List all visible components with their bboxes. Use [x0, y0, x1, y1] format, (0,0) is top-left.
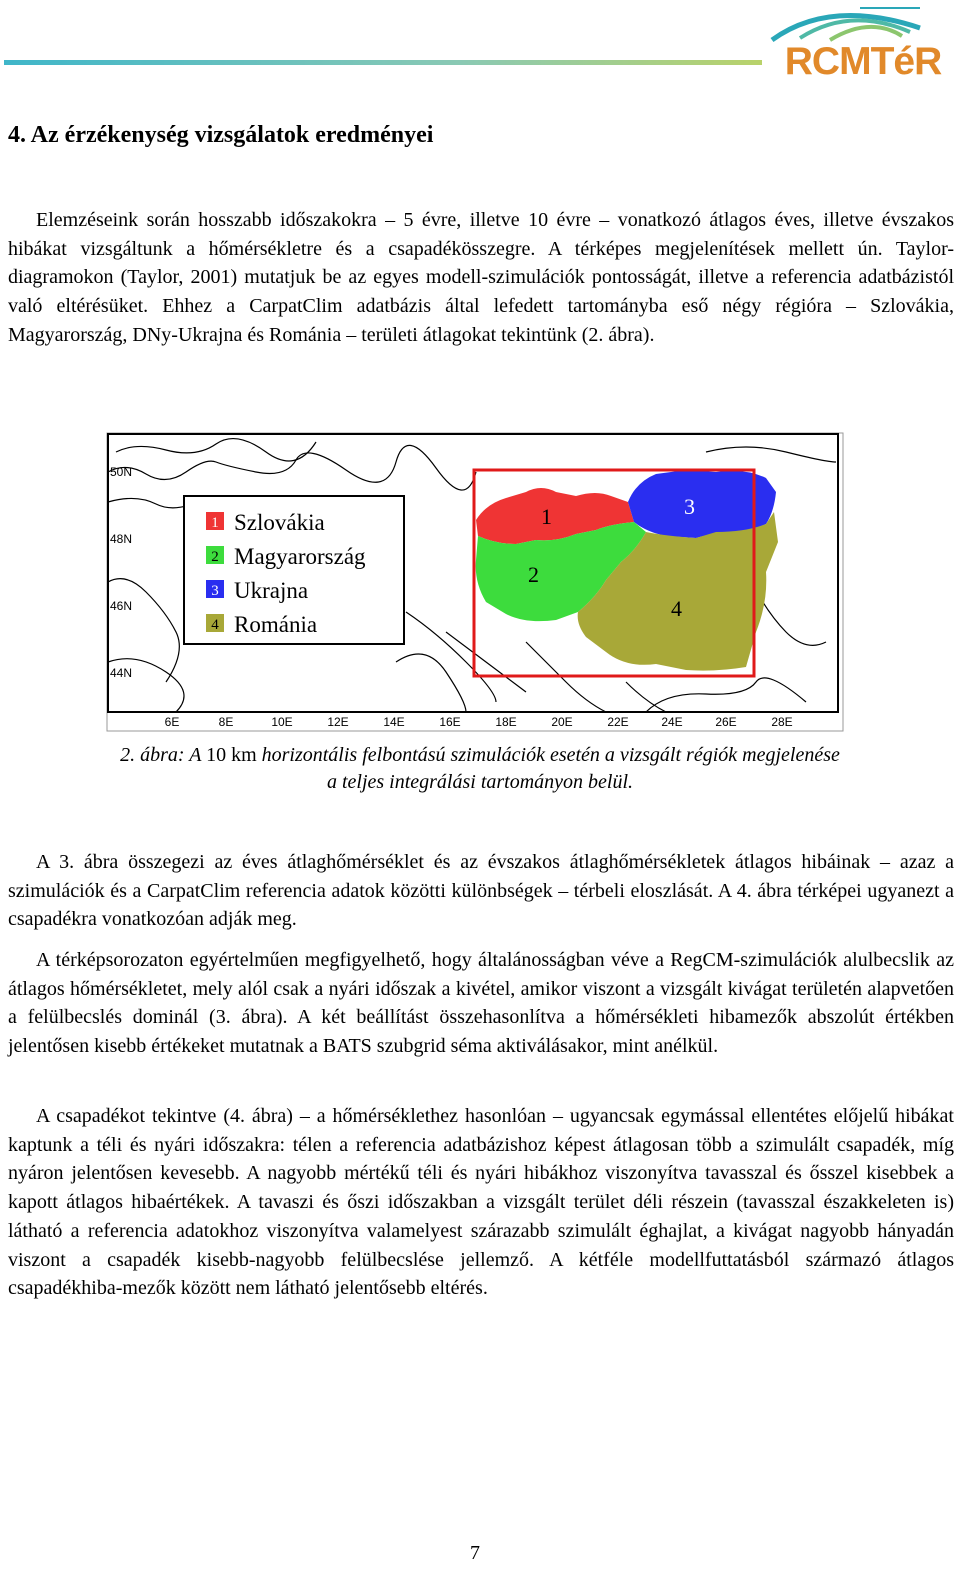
- lat-label-48n: 48N: [110, 532, 133, 546]
- legend-num-2: 2: [211, 549, 219, 565]
- legend-num-4: 4: [211, 617, 219, 633]
- legend-num-1: 1: [211, 515, 219, 531]
- lat-label-44n: 44N: [110, 666, 133, 680]
- legend-num-3: 3: [211, 583, 219, 599]
- lon-label-14e: 14E: [383, 715, 405, 729]
- lon-label-6e: 6E: [164, 715, 180, 729]
- lat-label-50n: 50N: [110, 465, 133, 479]
- logo-arc-icon: [770, 4, 956, 44]
- lon-label-28e: 28E: [771, 715, 793, 729]
- caption-prefix: 2. ábra: A: [120, 744, 207, 766]
- legend-label-1: Szlovákia: [234, 510, 325, 535]
- lon-label-10e: 10E: [271, 715, 293, 729]
- legend-label-3: Ukrajna: [234, 578, 309, 603]
- rcmter-logo: [770, 4, 956, 88]
- figure-caption: [100, 742, 860, 796]
- paragraph-4: A csapadékot tekintve (4. ábra) – a hőmérséklethez hasonlóan – ugyancsak egymással ellentétes előjelű hibákat kaptunk a téli és nyári időszakra: télen a referencia adatbázishoz képest átlagosan több a szimulált csapadék, míg nyáron jelentősen kevesebb. A nagyobb mértékű téli és nyári hibákhoz viszonyítva tavasszal és ősszel kisebbek a kapott átlagos hibaértékek. A tavaszi és őszi időszakban a vizsgált terület déli részein (tavasszal északkeleten is) látható a referencia adatokhoz viszonyítva valamelyest szárazabb szimulált éghajlat, a kivágat nagyobb hányadán viszont a csapadék kisebb-nagyobb felülbecslése jellemző. A kétféle modellfuttatásból származó átlagos csapadékhiba-mezők között nem látható jelentősebb eltérés.: [8, 1105, 954, 1300]
- lon-label-24e: 24E: [661, 715, 683, 729]
- paragraph-2: A 3. ábra összegezi az éves átlaghőmérséklet és az évszakos átlaghőmérsékletek átlagos hibáinak – azaz a szimulációk és a CarpatClim referencia adatok közötti különbségek – térbeli eloszlását. A 4. ábra térképei ugyanezt a csapadékra vonatkozóan adják meg.: [8, 851, 954, 931]
- logo-text: RCMTéR: [784, 40, 942, 83]
- lon-label-20e: 20E: [551, 715, 573, 729]
- header-line: [4, 60, 762, 65]
- page-number: 7: [470, 1542, 480, 1564]
- caption-rest: horizontális felbontású szimulációk esetén a vizsgált régiók megjelenése: [256, 744, 840, 766]
- legend-label-4: Románia: [234, 612, 318, 637]
- region-map-figure: [106, 432, 844, 732]
- region-num-2: 2: [528, 562, 539, 587]
- caption-line2: a teljes integrálási tartományon belül.: [326, 771, 634, 793]
- lon-label-16e: 16E: [439, 715, 461, 729]
- lon-label-12e: 12E: [327, 715, 349, 729]
- region-map: [106, 432, 844, 732]
- section-title: 4. Az érzékenység vizsgálatok eredményei: [8, 122, 434, 148]
- paragraph-3: A térképsorozaton egyértelműen megfigyelhető, hogy általánosságban véve a RegCM-szimulációk alulbecslik az átlagos hőmérsékletet, mely alól csak a nyári időszak a kivétel, amikor viszont a vizsgált kivágat területén alapvetően a felülbecslés dominál (3. ábra). A két beállítást összehasonlítva a hőmérsékleti hibamezők abszolút értékben jelentősen kisebb értékeket mutatnak a BATS szubgrid séma aktiválásakor, mint anélkül.: [8, 949, 954, 1058]
- lon-label-26e: 26E: [715, 715, 737, 729]
- lon-label-18e: 18E: [495, 715, 517, 729]
- paragraph-1: Elemzéseink során hosszabb időszakokra – 5 évre, illetve 10 évre – vonatkozó átlagos éves, illetve évszakos hibákat vizsgáltunk a hőmérsékletre és a csapadékösszegre. A térképes megjelenítések mellett ún. Taylor-diagramokon (Taylor, 2001) mutatjuk be az egyes modell-szimulációk pontosságát, illetve a referencia adatbázistól való eltérésüket. Ehhez a CarpatClim adatbázis által lefedett tartományba eső négy régióra – Szlovákia, Magyarország, DNy-Ukrajna és Románia – területi átlagokat tekintünk (2. ábra).: [8, 209, 954, 346]
- lat-label-46n: 46N: [110, 599, 133, 613]
- region-num-3: 3: [684, 494, 695, 519]
- legend-label-2: Magyarország: [234, 544, 366, 569]
- region-num-1: 1: [541, 504, 552, 529]
- lon-label-8e: 8E: [218, 715, 234, 729]
- caption-km: 10 km: [206, 744, 257, 766]
- region-num-4: 4: [671, 596, 682, 621]
- lon-label-22e: 22E: [607, 715, 629, 729]
